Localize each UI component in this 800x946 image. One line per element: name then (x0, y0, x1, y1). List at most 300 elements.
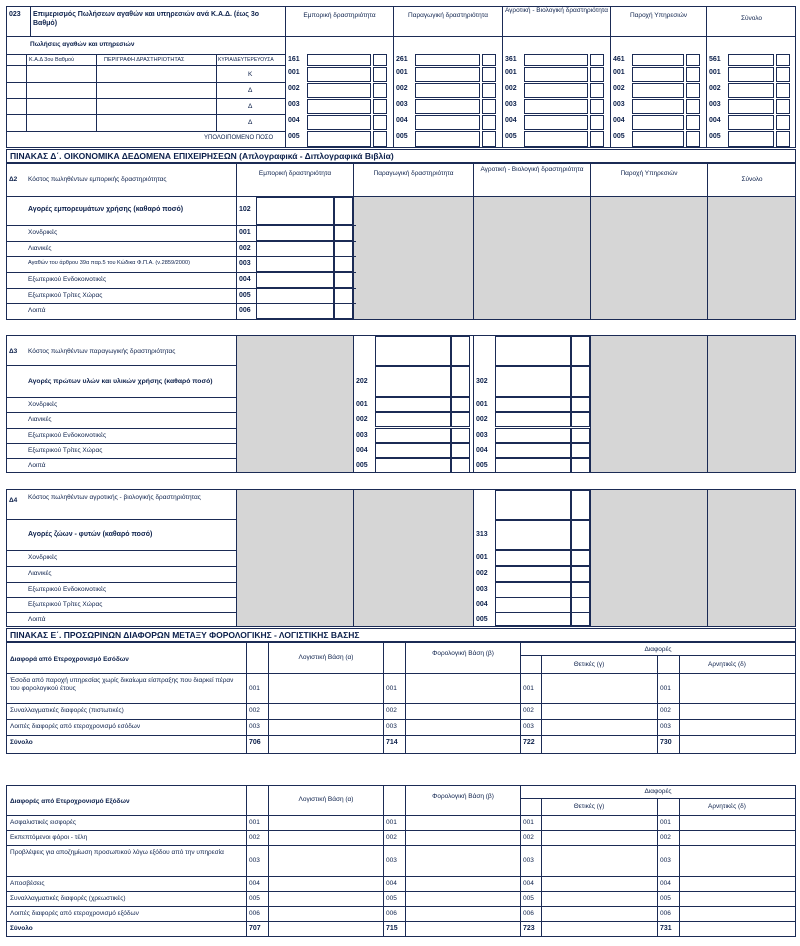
col-header-total: Σύνολο (740, 15, 763, 22)
decimal-input[interactable] (686, 54, 700, 66)
decimal-input[interactable] (590, 131, 604, 147)
amount-input[interactable] (680, 816, 792, 830)
field-code: 002 (386, 707, 397, 714)
income-col-accounting: Λογιστική Βάση (α) (298, 654, 354, 661)
col-header-commercial: Εμπορική δραστηριότητα (303, 12, 376, 19)
income-diff-title: Διαφορά από Ετεροχρονισμό Εσόδων (10, 656, 129, 663)
amount-input[interactable] (495, 520, 571, 550)
amount-input[interactable] (269, 846, 381, 876)
d2-title: Κόστος πωληθέντων εμπορικής δραστηριότητας (28, 176, 167, 183)
amount-input[interactable] (680, 704, 792, 719)
decimal-input[interactable] (571, 428, 590, 443)
decimal-input[interactable] (590, 83, 604, 98)
decimal-input[interactable] (451, 412, 470, 427)
field-code: 005 (288, 133, 300, 140)
d3-number: Δ3 (9, 348, 18, 355)
field-code: 003 (249, 857, 260, 864)
amount-input[interactable] (524, 115, 588, 130)
d4-main-label: Αγορές ζώων - φυτών (καθαρό ποσό) (28, 531, 153, 538)
field-code: 004 (396, 117, 408, 124)
total-input[interactable] (543, 736, 655, 752)
field-code: 002 (660, 707, 671, 714)
amount-input[interactable] (524, 54, 588, 66)
amount-input[interactable] (415, 54, 480, 66)
amount-input[interactable] (495, 597, 571, 613)
field-code: 003 (288, 101, 300, 108)
amount-input[interactable] (375, 397, 451, 412)
d2-purchases-input[interactable] (256, 197, 334, 225)
table-e-title: ΠΙΝΑΚΑΣ Ε΄. ΠΡΟΣΩΡΙΝΩΝ ΔΙΑΦΟΡΩΝ ΜΕΤΑΞΥ ΦΟΡΟΛΟΓΙΚΗΣ - ΛΟΓΙΣΤΙΚΗΣ ΒΑΣΗΣ (10, 630, 360, 640)
field-code: 006 (386, 910, 397, 917)
total-input[interactable] (269, 922, 381, 938)
decimal-input[interactable] (334, 272, 353, 288)
amount-input[interactable] (269, 892, 381, 906)
d4-title: Κόστος πωληθέντων αγροτικής - βιολογικής δραστηριότητας (28, 494, 201, 501)
amount-input[interactable] (375, 428, 451, 443)
amount-input[interactable] (256, 303, 334, 319)
field-code: 261 (396, 56, 408, 63)
amount-input[interactable] (543, 831, 655, 845)
field-code: 002 (613, 85, 625, 92)
income-row-label: Έσοδα από παροχή υπηρεσίας χωρίς δικαίωμα είσπραξης που διαρκεί πέραν του φορολογικού έτους (10, 677, 234, 692)
amount-input[interactable] (256, 288, 334, 304)
decimal-input[interactable] (590, 54, 604, 66)
total-label: Σύνολο (10, 739, 33, 746)
amount-input[interactable] (543, 816, 655, 830)
field-code: 005 (356, 462, 368, 469)
amount-input[interactable] (543, 846, 655, 876)
decimal-input[interactable] (571, 582, 590, 598)
amount-input[interactable] (543, 907, 655, 921)
decimal-input[interactable] (571, 443, 590, 458)
d3-main-label: Αγορές πρώτων υλών και υλικών χρήσης (καθαρό ποσό) (28, 378, 213, 385)
amount-input[interactable] (375, 443, 451, 458)
field-code: 001 (476, 401, 488, 408)
field-code: 005 (660, 895, 671, 902)
decimal-input[interactable] (571, 458, 590, 473)
amount-input[interactable] (495, 428, 571, 443)
row-type-secondary: Δ (248, 119, 253, 126)
field-code: 003 (523, 857, 534, 864)
field-code: 006 (660, 910, 671, 917)
amount-input[interactable] (680, 674, 792, 703)
total-code: 707 (249, 925, 261, 932)
decimal-input[interactable] (571, 566, 590, 582)
field-code: 006 (239, 307, 251, 314)
d2-row-label: Λιανικές (28, 245, 52, 252)
d4-row-label: Εξωτερικού Τρίτες Χώρας (28, 601, 103, 608)
decimal-input[interactable] (571, 612, 590, 626)
decimal-input[interactable] (686, 67, 700, 82)
decimal-input[interactable] (686, 83, 700, 98)
field-code: 102 (239, 206, 251, 213)
total-code: 714 (386, 739, 398, 746)
amount-input[interactable] (406, 674, 518, 703)
total-input[interactable] (680, 922, 792, 938)
amount-input[interactable] (524, 131, 588, 147)
income-col-negative: Αρνητικές (δ) (708, 661, 746, 668)
expense-col-accounting: Λογιστική Βάση (α) (298, 796, 354, 803)
decimal-input[interactable] (482, 54, 496, 66)
field-code: 561 (709, 56, 721, 63)
decimal-input[interactable] (373, 67, 387, 82)
amount-input[interactable] (406, 831, 518, 845)
field-code: 002 (523, 834, 534, 841)
d-col-services: Παροχή Υπηρεσιών (620, 170, 678, 177)
field-code: 005 (505, 133, 517, 140)
expense-col-differences: Διαφορές (644, 788, 672, 795)
amount-input[interactable] (632, 115, 684, 130)
amount-input[interactable] (269, 877, 381, 891)
main-secondary-label: ΚΥΡΙΑ/ΔΕΥΤΕΡΕΥΟΥΣΑ (218, 57, 274, 63)
amount-input[interactable] (495, 566, 571, 582)
decimal-input[interactable] (334, 288, 353, 304)
amount-input[interactable] (406, 907, 518, 921)
amount-input[interactable] (307, 115, 371, 130)
field-code: 004 (239, 276, 251, 283)
amount-input[interactable] (495, 582, 571, 598)
col-header-services: Παροχή Υπηρεσιών (629, 12, 688, 19)
amount-input[interactable] (406, 704, 518, 719)
d4-row-label: Εξωτερικού Ενδοκοινοτικές (28, 586, 107, 593)
d-col-commercial: Εμπορική δραστηριότητα (258, 170, 332, 177)
field-code: 003 (476, 432, 488, 439)
decimal-input[interactable] (571, 490, 590, 520)
total-input[interactable] (543, 922, 655, 938)
amount-input[interactable] (680, 720, 792, 735)
decimal-input[interactable] (334, 197, 353, 225)
field-code: 003 (239, 260, 251, 267)
field-code: 002 (709, 85, 721, 92)
field-code: 001 (249, 685, 260, 692)
decimal-input[interactable] (776, 83, 790, 98)
amount-input[interactable] (680, 907, 792, 921)
amount-input[interactable] (406, 720, 518, 735)
d3-row-label: Χονδρικές (28, 401, 58, 408)
d2-row-label: Εξωτερικού Τρίτες Χώρας (28, 292, 103, 299)
decimal-input[interactable] (451, 336, 470, 366)
total-code: 722 (523, 739, 535, 746)
decimal-input[interactable] (590, 99, 604, 114)
decimal-input[interactable] (373, 99, 387, 114)
expense-col-negative: Αρνητικές (δ) (708, 803, 746, 810)
decimal-input[interactable] (571, 366, 590, 397)
field-code: 005 (613, 133, 625, 140)
decimal-input[interactable] (451, 366, 470, 397)
total-code: 715 (386, 925, 398, 932)
expense-row-label: Ασφαλιστικές εισφορές (10, 819, 77, 826)
d3-row-label: Λιανικές (28, 416, 52, 423)
field-code: 001 (249, 819, 260, 826)
d2-row-label: Χονδρικές (28, 229, 58, 236)
d2-number: Δ2 (9, 176, 18, 183)
decimal-input[interactable] (776, 54, 790, 66)
amount-input[interactable] (524, 67, 588, 82)
amount-input[interactable] (728, 115, 774, 130)
amount-input[interactable] (269, 704, 381, 719)
amount-input[interactable] (495, 336, 571, 366)
field-code: 004 (660, 880, 671, 887)
field-code: 002 (505, 85, 517, 92)
field-code: 302 (476, 378, 488, 385)
field-code: 002 (476, 416, 488, 423)
decimal-input[interactable] (590, 115, 604, 130)
field-code: 005 (476, 462, 488, 469)
decimal-input[interactable] (451, 428, 470, 443)
col-header-productive: Παραγωγική δραστηριότητα (408, 12, 488, 19)
amount-input[interactable] (406, 816, 518, 830)
field-code: 005 (523, 895, 534, 902)
expense-row-label: Λοιπές διαφορές από ετεροχρονισμό εξόδων (10, 910, 139, 917)
amount-input[interactable] (495, 612, 571, 626)
field-code: 003 (476, 586, 488, 593)
amount-input[interactable] (256, 225, 334, 241)
amount-input[interactable] (543, 704, 655, 719)
decimal-input[interactable] (482, 99, 496, 114)
amount-input[interactable] (269, 674, 381, 703)
decimal-input[interactable] (686, 115, 700, 130)
amount-input[interactable] (495, 550, 571, 566)
amount-input[interactable] (307, 67, 371, 82)
amount-input[interactable] (524, 83, 588, 98)
d2-row-label: Αγαθών του άρθρου 39α παρ.5 του Κώδικα Φ.Π.Α. (ν.2859/2000) (28, 260, 190, 266)
amount-input[interactable] (406, 846, 518, 876)
income-col-positive: Θετικές (γ) (573, 661, 605, 668)
amount-input[interactable] (680, 831, 792, 845)
amount-input[interactable] (495, 397, 571, 412)
total-input[interactable] (680, 736, 792, 752)
decimal-input[interactable] (373, 115, 387, 130)
amount-input[interactable] (269, 831, 381, 845)
d-col-productive: Παραγωγική δραστηριότητα (373, 170, 454, 177)
decimal-input[interactable] (571, 412, 590, 427)
total-code: 706 (249, 739, 261, 746)
amount-input[interactable] (632, 83, 684, 98)
expense-row-label: Αποσβέσεις (10, 880, 45, 887)
field-code: 004 (356, 447, 368, 454)
amount-input[interactable] (415, 83, 480, 98)
section-023-title: Επιμερισμός Πωλήσεων αγαθών και υπηρεσιών ανά Κ.Α.Δ. (έως 3ο Βαθμό) (33, 11, 260, 27)
amount-input[interactable] (307, 83, 371, 98)
description-label: ΠΕΡΙΓΡΑΦΗ ΔΡΑΣΤΗΡΙΟΤΗΤΑΣ (104, 57, 185, 63)
amount-input[interactable] (256, 241, 334, 257)
field-code: 003 (505, 101, 517, 108)
amount-input[interactable] (269, 720, 381, 735)
amount-input[interactable] (728, 131, 774, 147)
amount-input[interactable] (375, 458, 451, 473)
field-code: 002 (249, 707, 260, 714)
amount-input[interactable] (728, 83, 774, 98)
field-code: 001 (239, 229, 251, 236)
total-input[interactable] (406, 922, 518, 938)
amount-input[interactable] (632, 131, 684, 147)
amount-input[interactable] (307, 54, 371, 66)
decimal-input[interactable] (373, 83, 387, 98)
amount-input[interactable] (406, 892, 518, 906)
amount-input[interactable] (495, 412, 571, 427)
amount-input[interactable] (307, 99, 371, 114)
decimal-input[interactable] (482, 67, 496, 82)
field-code: 003 (386, 857, 397, 864)
amount-input[interactable] (495, 443, 571, 458)
field-code: 002 (239, 245, 251, 252)
field-code: 006 (249, 910, 260, 917)
amount-input[interactable] (524, 99, 588, 114)
col-header-agricultural: Αγροτική - Βιολογική δραστηριότητα (504, 7, 609, 14)
decimal-input[interactable] (451, 397, 470, 412)
field-code: 001 (613, 69, 625, 76)
field-code: 461 (613, 56, 625, 63)
amount-input[interactable] (680, 892, 792, 906)
amount-input[interactable] (632, 99, 684, 114)
amount-input[interactable] (256, 272, 334, 288)
decimal-input[interactable] (482, 115, 496, 130)
decimal-input[interactable] (776, 131, 790, 147)
field-code: 003 (660, 723, 671, 730)
amount-input[interactable] (256, 256, 334, 272)
field-code: 005 (239, 292, 251, 299)
section-023-number: 023 (9, 11, 21, 18)
amount-input[interactable] (495, 366, 571, 397)
decimal-input[interactable] (571, 550, 590, 566)
decimal-input[interactable] (334, 303, 353, 319)
amount-input[interactable] (543, 720, 655, 735)
d-col-agricultural: Αγροτική - Βιολογική δραστηριότητα (480, 166, 584, 173)
field-code: 001 (523, 685, 534, 692)
amount-input[interactable] (632, 54, 684, 66)
decimal-input[interactable] (776, 67, 790, 82)
field-code: 001 (660, 819, 671, 826)
decimal-input[interactable] (571, 397, 590, 412)
field-code: 005 (386, 895, 397, 902)
expense-row-label: Προβλέψεις για αποζημίωση προσωπικού λόγω εξόδου από την υπηρεσία (10, 849, 224, 856)
decimal-input[interactable] (571, 336, 590, 366)
amount-input[interactable] (269, 907, 381, 921)
field-code: 313 (476, 531, 488, 538)
decimal-input[interactable] (686, 131, 700, 147)
amount-input[interactable] (269, 816, 381, 830)
income-col-differences: Διαφορές (644, 646, 672, 653)
field-code: 001 (505, 69, 517, 76)
field-code: 004 (386, 880, 397, 887)
amount-input[interactable] (632, 67, 684, 82)
field-code: 004 (476, 447, 488, 454)
amount-input[interactable] (375, 412, 451, 427)
amount-input[interactable] (375, 366, 451, 397)
row-type-secondary: Δ (248, 103, 253, 110)
sales-subtitle: Πωλήσεις αγαθών και υπηρεσιών (30, 41, 135, 48)
decimal-input[interactable] (571, 520, 590, 550)
field-code: 001 (660, 685, 671, 692)
income-row-label: Συναλλαγματικές διαφορές (πιστωτικές) (10, 707, 124, 714)
amount-input[interactable] (728, 67, 774, 82)
decimal-input[interactable] (482, 131, 496, 147)
decimal-input[interactable] (482, 83, 496, 98)
field-code: 001 (386, 819, 397, 826)
total-input[interactable] (406, 736, 518, 752)
amount-input[interactable] (375, 336, 451, 366)
decimal-input[interactable] (776, 99, 790, 114)
kad-label: Κ.Α.Δ 3ου Βαθμού (29, 57, 75, 63)
amount-input[interactable] (680, 846, 792, 876)
field-code: 002 (356, 416, 368, 423)
field-code: 361 (505, 56, 517, 63)
amount-input[interactable] (415, 131, 480, 147)
decimal-input[interactable] (451, 458, 470, 473)
decimal-input[interactable] (571, 597, 590, 613)
amount-input[interactable] (543, 877, 655, 891)
field-code: 001 (476, 554, 488, 561)
d2-row-label: Εξωτερικού Ενδοκοινοτικές (28, 276, 107, 283)
amount-input[interactable] (728, 54, 774, 66)
decimal-input[interactable] (334, 256, 353, 272)
field-code: 001 (356, 401, 368, 408)
decimal-input[interactable] (776, 115, 790, 130)
amount-input[interactable] (415, 99, 480, 114)
expense-col-positive: Θετικές (γ) (573, 803, 605, 810)
decimal-input[interactable] (373, 131, 387, 147)
field-code: 001 (396, 69, 408, 76)
field-code: 202 (356, 378, 368, 385)
decimal-input[interactable] (686, 99, 700, 114)
total-code: 731 (660, 925, 672, 932)
d4-row-label: Λοιπά (28, 616, 46, 623)
amount-input[interactable] (495, 458, 571, 473)
field-code: 004 (709, 117, 721, 124)
amount-input[interactable] (307, 131, 371, 147)
field-code: 002 (249, 834, 260, 841)
total-code: 723 (523, 925, 535, 932)
d4-row-label: Λιανικές (28, 570, 52, 577)
decimal-input[interactable] (451, 443, 470, 458)
field-code: 004 (249, 880, 260, 887)
field-code: 001 (288, 69, 300, 76)
decimal-input[interactable] (334, 241, 353, 257)
amount-input[interactable] (680, 877, 792, 891)
field-code: 004 (613, 117, 625, 124)
amount-input[interactable] (495, 490, 571, 520)
amount-input[interactable] (406, 877, 518, 891)
d3-row-label: Εξωτερικού Ενδοκοινοτικές (28, 432, 107, 439)
decimal-input[interactable] (590, 67, 604, 82)
amount-input[interactable] (415, 67, 480, 82)
d4-row-label: Χονδρικές (28, 554, 58, 561)
field-code: 002 (476, 570, 488, 577)
d3-row-label: Εξωτερικού Τρίτες Χώρας (28, 447, 103, 454)
decimal-input[interactable] (373, 54, 387, 66)
remaining-amount-label: ΥΠΟΛΟΙΠΟΜΕΝΟ ΠΟΣΟ (204, 135, 274, 141)
amount-input[interactable] (543, 674, 655, 703)
total-input[interactable] (269, 736, 381, 752)
expense-col-tax: Φορολογική Βάση (β) (432, 793, 494, 800)
decimal-input[interactable] (334, 225, 353, 241)
d3-title: Κόστος πωληθέντων παραγωγικής δραστηριότητας (28, 348, 176, 355)
d2-row-label: Λοιπά (28, 307, 46, 314)
field-code: 003 (356, 432, 368, 439)
field-code: 003 (396, 101, 408, 108)
amount-input[interactable] (728, 99, 774, 114)
amount-input[interactable] (543, 892, 655, 906)
field-code: 005 (709, 133, 721, 140)
field-code: 001 (386, 685, 397, 692)
expense-diff-title: Διαφορές από Ετεροχρονισμό Εξόδων (10, 798, 130, 805)
amount-input[interactable] (415, 115, 480, 130)
expense-row-label: Συναλλαγματικές διαφορές (χρεωστικές) (10, 895, 126, 902)
d-col-total: Σύνολο (741, 176, 763, 183)
d3-row-label: Λοιπά (28, 462, 46, 469)
field-code: 001 (709, 69, 721, 76)
field-code: 002 (386, 834, 397, 841)
